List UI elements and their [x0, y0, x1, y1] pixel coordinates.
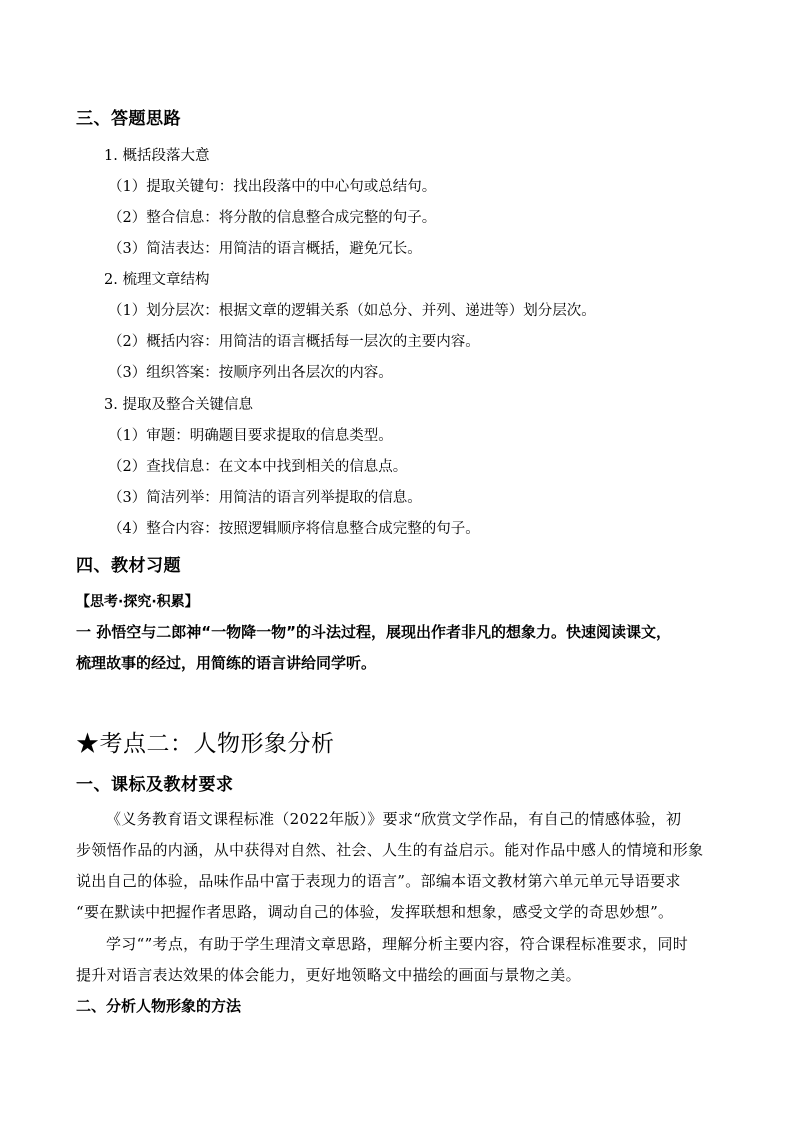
exercise-category-label: 【思考·探究·积累】 — [76, 594, 199, 610]
section-heading-answer-approach: 三、答题思路 — [76, 109, 181, 129]
exercise-task-line-1: 一 孙悟空与二郎神“一物降一物”的斗法过程，展现出作者非凡的想象力。快速阅读课文， — [76, 623, 671, 641]
paragraph-1-line-4: “要在默读中把握作者思路，调动自己的体验，发挥联想和想象，感受文学的奇思妙想”。 — [76, 903, 674, 921]
subheading-character-analysis-methods: 二、分析人物形象的方法 — [76, 997, 242, 1015]
paragraph-2-line-1: 学习“”考点，有助于学生理清文章思路，理解分析主要内容，符合课程标准要求，同时 — [106, 935, 689, 953]
paragraph-2-line-2: 提升对语言表达效果的体会能力，更好地领略文中描绘的画面与景物之美。 — [76, 966, 581, 984]
paragraph-1-line-3: 说出自己的体验，品味作品中富于表现力的语言”。部编本语文教材第六单元单元导语要求 — [76, 872, 681, 890]
group-1-item-2: （2）整合信息：将分散的信息整合成完整的句子。 — [108, 210, 437, 226]
group-title-1: 1. 概括段落大意 — [104, 148, 210, 164]
section-heading-textbook-exercises: 四、教材习题 — [76, 556, 181, 576]
group-3-item-4: （4）整合内容：按照逻辑顺序将信息整合成完整的句子。 — [108, 521, 480, 537]
group-3-item-2: （2）查找信息：在文本中找到相关的信息点。 — [108, 459, 408, 475]
group-1-item-3: （3）简洁表达：用简洁的语言概括，避免冗长。 — [108, 241, 422, 257]
subheading-curriculum-requirements: 一、课标及教材要求 — [76, 775, 234, 795]
paragraph-1-line-1: 《义务教育语文课程标准（2022年版）》要求“欣赏文学作品，有自己的情感体验，初 — [106, 810, 682, 828]
paragraph-1-line-2: 步领悟作品的内涵，从中获得对自然、社会、人生的有益启示。能对作品中感人的情境和形象 — [76, 841, 704, 859]
group-3-item-3: （3）简洁列举：用简洁的语言列举提取的信息。 — [108, 490, 422, 506]
group-3-item-1: （1）审题：明确题目要求提取的信息类型。 — [108, 428, 393, 444]
group-2-item-1: （1）划分层次：根据文章的逻辑关系（如总分、并列、递进等）划分层次。 — [108, 303, 596, 319]
group-1-item-1: （1）提取关键句：找出段落中的中心句或总结句。 — [108, 179, 437, 195]
group-title-2: 2. 梳理文章结构 — [104, 272, 210, 288]
group-2-item-3: （3）组织答案：按顺序列出各层次的内容。 — [108, 365, 393, 381]
group-title-3: 3. 提取及整合关键信息 — [104, 397, 253, 413]
exercise-task-line-2: 梳理故事的经过，用简练的语言讲给同学听。 — [76, 654, 377, 672]
group-2-item-2: （2）概括内容：用简洁的语言概括每一层次的主要内容。 — [108, 334, 480, 350]
exam-point-heading: ★考点二：人物形象分析 — [76, 731, 335, 757]
